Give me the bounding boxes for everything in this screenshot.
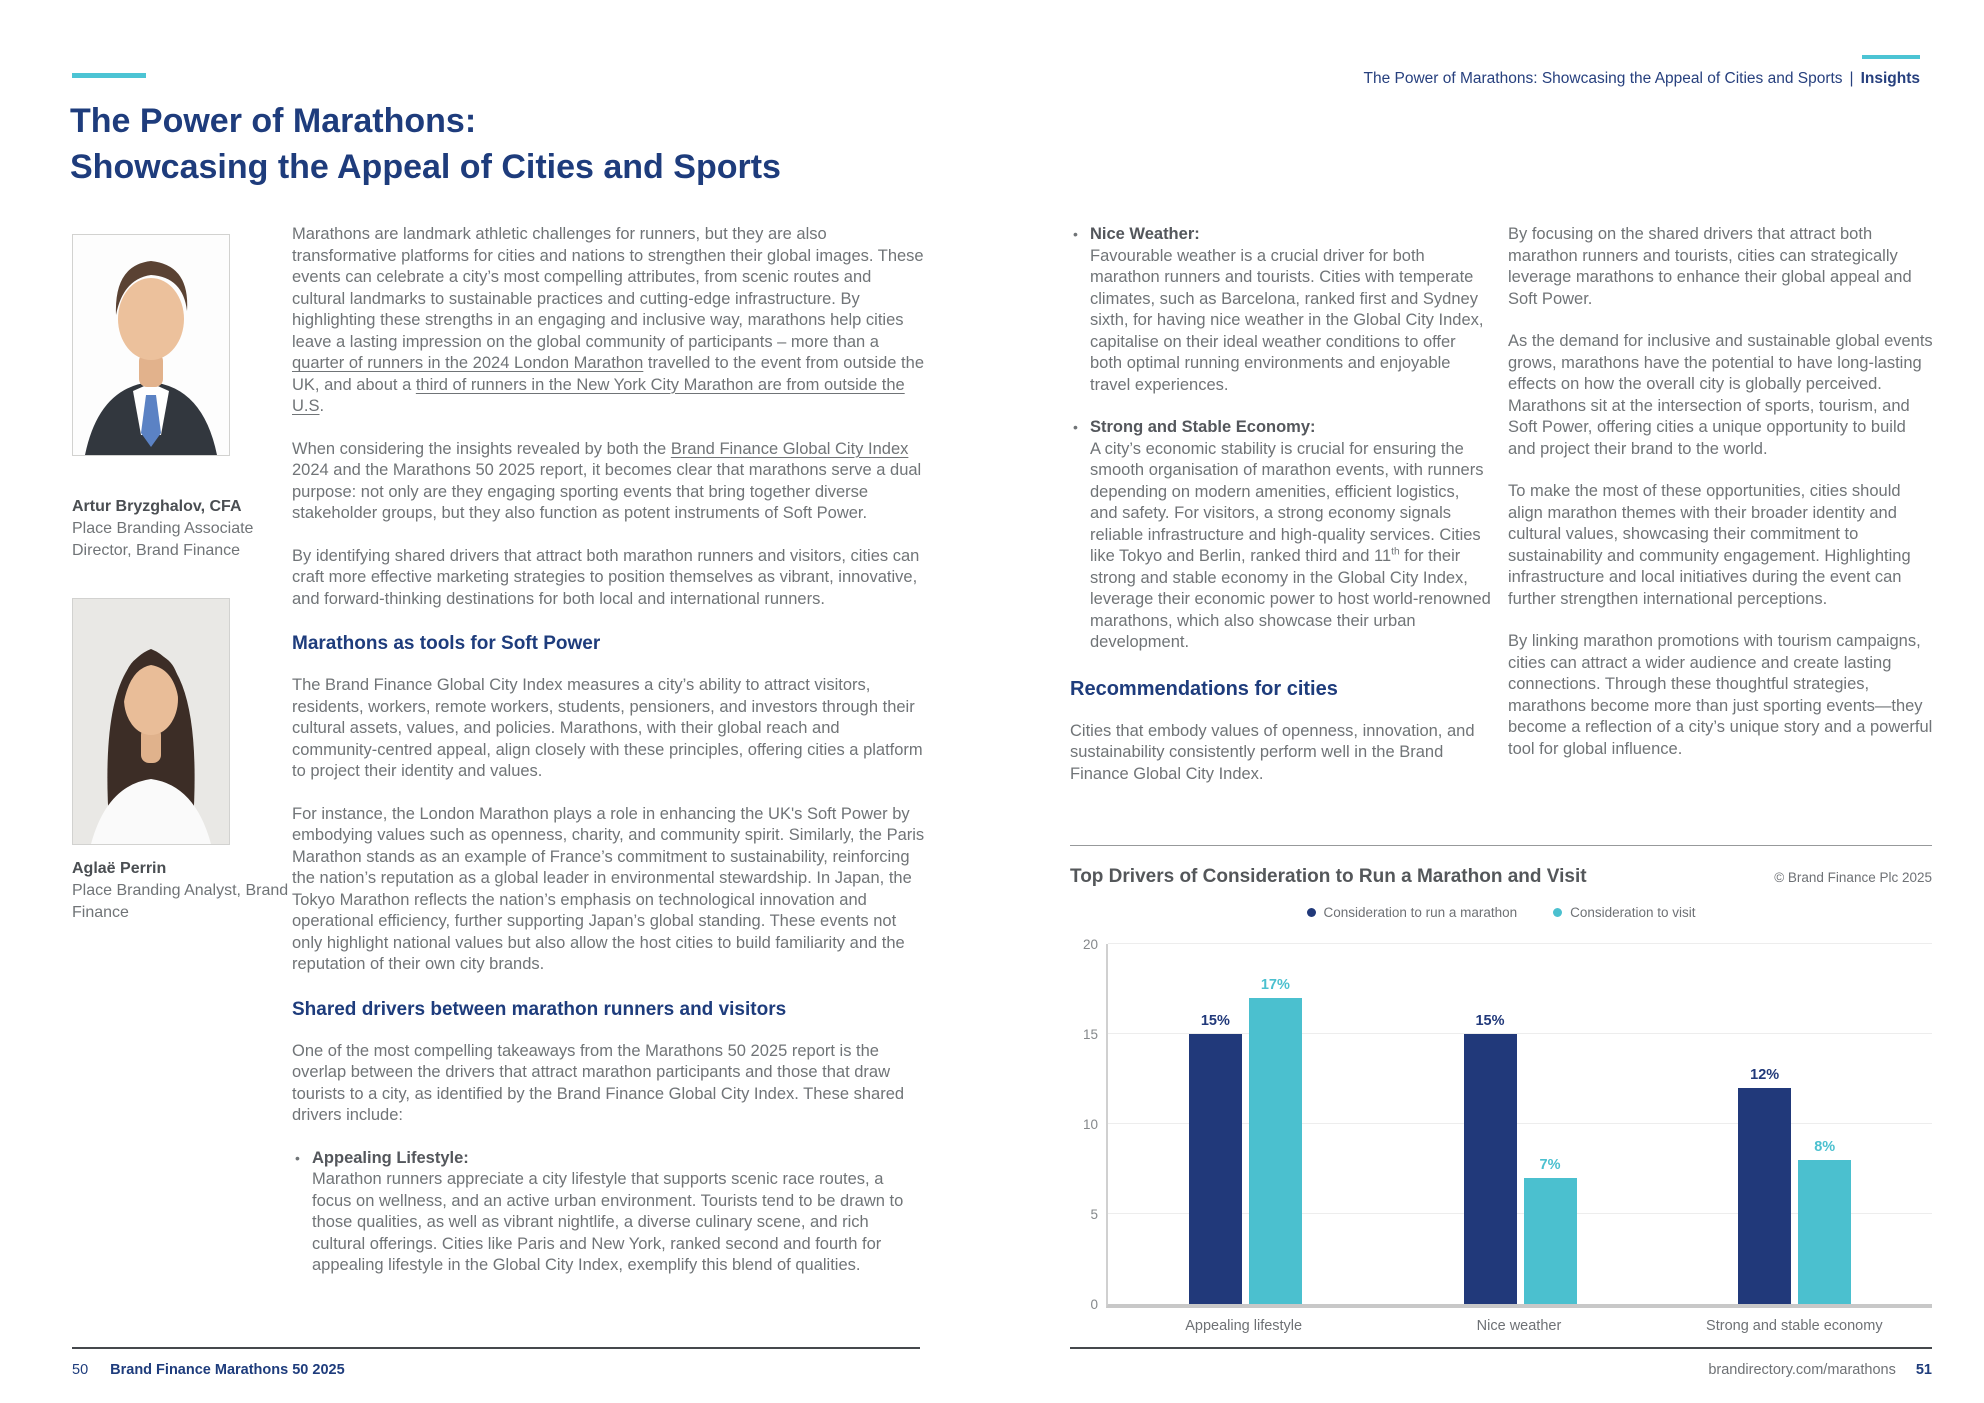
superscript: th xyxy=(1391,546,1400,558)
article-closing-column xyxy=(1508,224,1936,781)
bar xyxy=(1524,1178,1577,1304)
text-segment: 2024 and the Marathons 50 2025 report, it becomes clear that marathons serve a dual purpose: not only are they engaging sporting events that bring together diverse stakeholder groups, but they also function as potent instruments of Soft Power. xyxy=(292,461,922,522)
page-title-line1: The Power of Marathons: xyxy=(70,102,477,140)
legend-dot-icon xyxy=(1553,908,1562,917)
footer-right xyxy=(1708,1362,1932,1378)
author-name: Artur Bryzghalov, CFA xyxy=(72,498,242,515)
paragraph: By identifying shared drivers that attract both marathon runners and visitors, cities can craft more effective marketing strategies to position themselves as vibrant, innovative, and forward-thinking destinations for both local and international runners. xyxy=(292,546,920,608)
chart-legend xyxy=(1070,904,1932,922)
female-portrait-illustration xyxy=(73,599,229,844)
paragraph: For instance, the London Marathon plays a role in enhancing the UK's Soft Power by embodying values such as openness, charity, and community spirit. Similarly, the Paris Marathon stands as an example of France’s commitment to sustainability, reinforcing the nation’s reputation as a global leader in environmental stewardship. In Japan, the Tokyo Marathon reflects the nation’s emphasis on technological innovation and operational efficiency, further supporting Japan’s global standing. These events not only highlight national values but also allow the host cities to build familiarity and the reputation of their own city brands. xyxy=(292,804,925,973)
author-name: Aglaë Perrin xyxy=(72,860,167,877)
y-axis-tick-label: 15 xyxy=(1082,1027,1098,1042)
bullet-body xyxy=(1090,247,1483,394)
footer-report-title: Brand Finance Marathons 50 2025 xyxy=(110,1362,345,1378)
paragraph: One of the most compelling takeaways from the Marathons 50 2025 report is the overlap between the drivers that attract marathon participants and those that draw tourists to a city, as identified by the Brand Finance Global City Index. These shared drivers include: xyxy=(292,1041,905,1124)
author-block xyxy=(72,496,290,562)
running-header-section: Insights xyxy=(1860,70,1920,87)
author-block xyxy=(72,858,290,924)
chart-title: Top Drivers of Consideration to Run a Marathon and Visit xyxy=(1070,866,1587,887)
y-axis-tick-label: 20 xyxy=(1082,937,1098,952)
legend-item xyxy=(1307,905,1518,920)
page-title-line2: Showcasing the Appeal of Cities and Sports xyxy=(70,148,781,186)
bullet-icon: • xyxy=(1073,226,1078,242)
x-axis-category-label: Appealing lifestyle xyxy=(1185,1318,1303,1334)
article-main-column xyxy=(292,224,926,1298)
bullet-title: Appealing Lifestyle: xyxy=(312,1148,469,1167)
paragraph: Cities that embody values of openness, innovation, and sustainability consistently perform well in the Brand Finance Global City Index. xyxy=(1070,721,1475,783)
paragraph xyxy=(292,439,926,525)
bullet-appealing-lifestyle xyxy=(292,1148,926,1277)
paragraph: As the demand for inclusive and sustainable global events grows, marathons have the potential to have long-lasting effects on how the overall city is globally perceived. Marathons sit at the intersection of sports, tourism, and Soft Power, offering cities a unique opportunity to build and project their brand to the world. xyxy=(1508,332,1933,458)
section-heading-soft-power: Marathons as tools for Soft Power xyxy=(292,633,601,654)
chart-top-drivers xyxy=(1070,866,1932,1334)
paragraph: By focusing on the shared drivers that attract both marathon runners and tourists, cities can strategically leverage marathons to enhance their global appeal and Soft Power. xyxy=(1508,225,1912,308)
text-segment: for their strong and stable economy in the Global City Index, leverage their economic power to host world-renowned marathons, which also showcase their urban development. xyxy=(1090,547,1491,651)
text-segment: travelled to the event from outside the UK, and about a xyxy=(292,354,924,394)
page-title xyxy=(70,98,781,190)
gridline xyxy=(1108,943,1932,944)
x-axis-category-label: Nice weather xyxy=(1476,1318,1562,1334)
bullet-title: Nice Weather: xyxy=(1090,225,1200,243)
paragraph xyxy=(292,224,926,418)
chart-category-axis xyxy=(1106,1318,1932,1334)
author-photo xyxy=(72,598,230,845)
header-accent-line xyxy=(1862,55,1920,59)
running-header xyxy=(1364,70,1921,88)
bar-value-label: 7% xyxy=(1539,1157,1561,1173)
bar-group xyxy=(1383,1013,1658,1304)
y-axis-tick-label: 5 xyxy=(1090,1207,1098,1222)
bullet-icon: • xyxy=(295,1149,300,1166)
author-role: Place Branding Associate Director, Brand Finance xyxy=(72,520,254,559)
text-link[interactable]: Brand Finance Global City Index xyxy=(670,439,909,458)
bar-group xyxy=(1657,1067,1932,1304)
bar xyxy=(1189,1034,1242,1304)
chart-plot-area xyxy=(1082,937,1932,1312)
text-link[interactable]: quarter of runners in the 2024 London Marathon xyxy=(292,354,644,372)
male-portrait-illustration xyxy=(73,235,229,455)
title-accent-line xyxy=(72,73,146,78)
legend-label: Consideration to run a marathon xyxy=(1323,905,1518,920)
page-number-left: 50 xyxy=(72,1362,89,1378)
bar xyxy=(1738,1088,1791,1304)
author-photo xyxy=(72,234,230,456)
author-role: Place Branding Analyst, Brand Finance xyxy=(72,882,289,921)
bullet-body xyxy=(312,1170,903,1274)
bullet-strong-economy xyxy=(1070,417,1491,654)
page-number-right: 51 xyxy=(1915,1362,1932,1378)
text-segment: Marathons are landmark athletic challenges for runners, but they are also transformative platforms for cities and nations to strengthen their global images. These events can celebrate a city’s most compelling attributes, from scenic routes and cultural landmarks to sustainable practices and cutting-edge infrastructure. By highlighting these strengths in an engaging and inclusive way, marathons help cities leave a lasting impression on the global community of participants – more than a xyxy=(292,225,924,351)
bar xyxy=(1464,1034,1517,1304)
y-axis-tick-label: 10 xyxy=(1082,1117,1098,1132)
text-segment: . xyxy=(319,397,325,415)
footer-rule-left xyxy=(72,1347,920,1349)
bullet-body xyxy=(1090,440,1491,652)
bar-value-label: 8% xyxy=(1814,1139,1836,1155)
running-header-divider: | xyxy=(1849,70,1854,87)
bar-value-label: 12% xyxy=(1750,1067,1780,1083)
footer-rule-right xyxy=(1070,1347,1932,1349)
article-bullets-column xyxy=(1070,224,1491,806)
paragraph: To make the most of these opportunities, cities should align marathon themes with their broader identity and cultural values, showcasing their commitment to sustainability and community engagement. Highlighting infrastructure and local initiatives during the event can further strengthen international perceptions. xyxy=(1508,482,1911,608)
text-segment: Favourable weather is a crucial driver for both marathon runners and tourists. Cities with temperate climates, such as Barcelona, ranked first and Sydney sixth, for having nice weather in the Global City Index, capitalise on their ideal weather conditions to offer both optimal running environments and enjoyable travel experiences. xyxy=(1090,246,1484,394)
section-heading-shared-drivers: Shared drivers between marathon runners and visitors xyxy=(292,998,787,1020)
y-axis-tick-label: 0 xyxy=(1090,1297,1098,1312)
chart-section-divider xyxy=(1070,845,1932,846)
paragraph: By linking marathon promotions with tourism campaigns, cities can attract a wider audience and create lasting connections. Through these thoughtful strategies, marathons become more than just sporting events—they become a reflection of a city’s unique story and a powerful tool for global influence. xyxy=(1508,632,1933,758)
section-heading-recommendations: Recommendations for cities xyxy=(1070,677,1338,700)
footer-url[interactable]: brandirectory.com/marathons xyxy=(1708,1362,1896,1378)
bar-value-label: 17% xyxy=(1260,977,1290,993)
text-segment: Marathon runners appreciate a city lifestyle that supports scenic race routes, a focus on wellness, and an active urban environment. Tourists tend to be drawn to those qualities, as well as vibrant nightlife, a diverse culinary scene, and rich cultural offerings. Cities like Paris and New York, ranked second and fourth for appealing lifestyle in the Global City Index, exemplify this blend of qualities. xyxy=(312,1170,904,1274)
bar xyxy=(1249,998,1302,1304)
legend-label: Consideration to visit xyxy=(1570,905,1696,920)
bullet-nice-weather xyxy=(1070,224,1491,396)
bar-group xyxy=(1108,977,1383,1304)
text-link[interactable]: third of runners in the New York City Marathon are from outside the U.S xyxy=(292,375,905,415)
footer-left xyxy=(72,1362,345,1378)
paragraph: The Brand Finance Global City Index measures a city’s ability to attract visitors, residents, workers, remote workers, students, pensioners, and investors through their cultural assets, values, and policies. Marathons, with their global reach and community-centred appeal, align closely with these principles, offering cities a platform to project their identity and values. xyxy=(292,676,923,780)
text-segment: When considering the insights revealed by both the xyxy=(292,439,671,458)
x-axis-category-label: Strong and stable economy xyxy=(1706,1318,1883,1334)
running-header-title: The Power of Marathons: Showcasing the Appeal of Cities and Sports xyxy=(1363,70,1843,87)
bar-value-label: 15% xyxy=(1200,1013,1230,1029)
bar-value-label: 15% xyxy=(1475,1013,1505,1029)
legend-item xyxy=(1553,905,1695,920)
text-segment: A city’s economic stability is crucial for ensuring the smooth organisation of marathon events, with runners depending on modern amenities, efficient logistics, and safety. For visitors, a strong economy signals reliable infrastructure and high-quality services. Cities like Tokyo and Berlin, ranked third and 11 xyxy=(1090,439,1484,565)
chart-copyright: © Brand Finance Plc 2025 xyxy=(1774,870,1932,885)
bar xyxy=(1798,1160,1851,1304)
bullet-icon: • xyxy=(1073,419,1078,435)
bullet-title: Strong and Stable Economy: xyxy=(1090,418,1316,436)
legend-dot-icon xyxy=(1307,908,1316,917)
